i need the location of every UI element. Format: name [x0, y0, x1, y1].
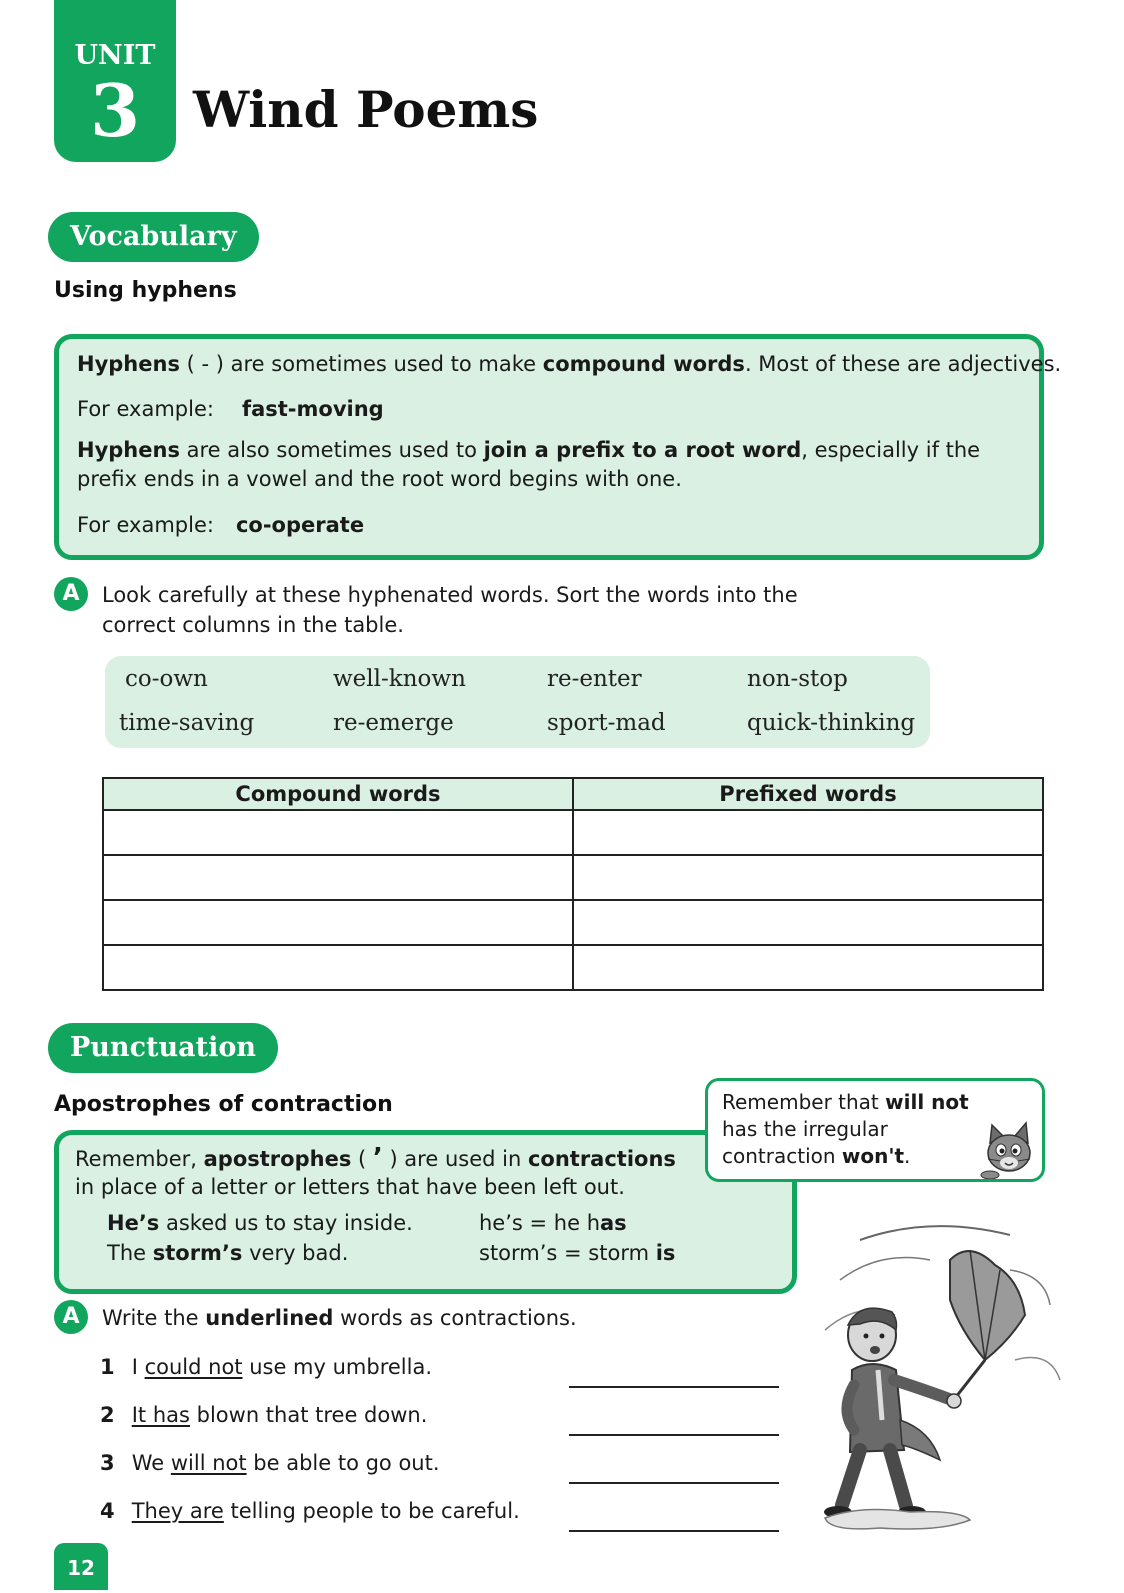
answer-cell[interactable]	[103, 945, 573, 990]
word-bank	[105, 656, 930, 748]
example-expansion-1: he’s = he has	[479, 1211, 627, 1235]
answer-cell[interactable]	[103, 855, 573, 900]
boy-umbrella-illustration	[820, 1220, 1065, 1540]
answer-cell[interactable]	[573, 855, 1043, 900]
page-number: 12	[54, 1543, 108, 1590]
item-number: 2	[100, 1403, 115, 1427]
item-sentence: I could not use my umbrella.	[131, 1355, 433, 1379]
cat-mascot-icon	[980, 1121, 1036, 1179]
punctuation-subheading: Apostrophes of contraction	[54, 1092, 393, 1117]
example-sentence-1: He’s asked us to stay inside.	[107, 1211, 413, 1235]
answer-cell[interactable]	[103, 900, 573, 945]
item-number: 3	[100, 1451, 115, 1475]
tip-line-3: contraction won't.	[722, 1144, 911, 1168]
activity-a-badge: A	[54, 577, 88, 611]
item-sentence: We will not be able to go out.	[131, 1451, 440, 1475]
answer-cell[interactable]	[573, 900, 1043, 945]
word-bank-item: non-stop	[747, 666, 848, 692]
sorting-table	[102, 777, 1044, 991]
word-bank-item: quick-thinking	[747, 710, 916, 736]
hyphens-info-box	[54, 334, 1062, 560]
unit-tab	[54, 0, 176, 162]
exercise-item-1	[100, 1352, 432, 1382]
vocabulary-section-label: Vocabulary	[48, 212, 259, 262]
word-bank-item: co-own	[125, 666, 208, 692]
unit-label: UNIT	[74, 40, 156, 71]
table-row	[103, 810, 1043, 855]
apostrophes-info-box	[54, 1130, 797, 1294]
info-example-1: For example: fast-moving	[77, 397, 384, 421]
answer-cell[interactable]	[573, 945, 1043, 990]
exercise-item-4	[100, 1496, 520, 1526]
info-line-2: Hyphens are also sometimes used to join a prefix to a root word, especially if the	[77, 438, 981, 462]
unit-number: 3	[89, 68, 141, 153]
info-line-2: in place of a letter or letters that have been left out.	[75, 1175, 625, 1199]
word-bank-item: re-enter	[547, 666, 642, 692]
info-line-3: prefix ends in a vowel and the root word begins with one.	[77, 467, 682, 491]
table-row	[103, 900, 1043, 945]
word-bank-item: well-known	[333, 666, 466, 692]
tip-line-2: has the irregular	[722, 1117, 888, 1141]
vocabulary-instruction: Look carefully at these hyphenated words. Sort the words into the correct columns in the table.	[102, 583, 798, 637]
answer-line[interactable]	[569, 1482, 779, 1484]
table-row	[103, 945, 1043, 990]
answer-line[interactable]	[569, 1530, 779, 1532]
item-number: 4	[100, 1499, 115, 1523]
answer-cell[interactable]	[573, 810, 1043, 855]
tip-box	[705, 1078, 1045, 1182]
activity-a-badge: A	[54, 1300, 88, 1334]
table-header-prefixed: Prefixed words	[573, 778, 1043, 810]
table-header-compound: Compound words	[103, 778, 573, 810]
answer-line[interactable]	[569, 1434, 779, 1436]
item-number: 1	[100, 1355, 115, 1379]
table-row	[103, 855, 1043, 900]
answer-line[interactable]	[569, 1386, 779, 1388]
vocabulary-subheading: Using hyphens	[54, 278, 237, 303]
word-bank-item: time-saving	[119, 710, 255, 736]
info-line-1: Hyphens ( - ) are sometimes used to make compound words. Most of these are adjectives.	[77, 352, 1062, 376]
word-bank-item: sport-mad	[547, 710, 666, 736]
example-sentence-2: The storm’s very bad.	[107, 1241, 349, 1265]
exercise-item-2	[100, 1400, 427, 1430]
info-line-1: Remember, apostrophes ( ’ ) are used in contractions	[75, 1143, 676, 1173]
info-example-2: For example: co-operate	[77, 513, 365, 537]
answer-cell[interactable]	[103, 810, 573, 855]
exercise-item-3	[100, 1448, 440, 1478]
item-sentence: It has blown that tree down.	[131, 1403, 428, 1427]
punctuation-instruction: Write the underlined words as contractions.	[102, 1306, 577, 1330]
tip-line-1: Remember that will not	[722, 1090, 969, 1114]
example-expansion-2: storm’s = storm is	[479, 1241, 676, 1265]
page-title: Wind Poems	[193, 80, 539, 139]
punctuation-section-label: Punctuation	[48, 1023, 278, 1073]
word-bank-item: re-emerge	[333, 710, 454, 736]
item-sentence: They are telling people to be careful.	[131, 1499, 520, 1523]
